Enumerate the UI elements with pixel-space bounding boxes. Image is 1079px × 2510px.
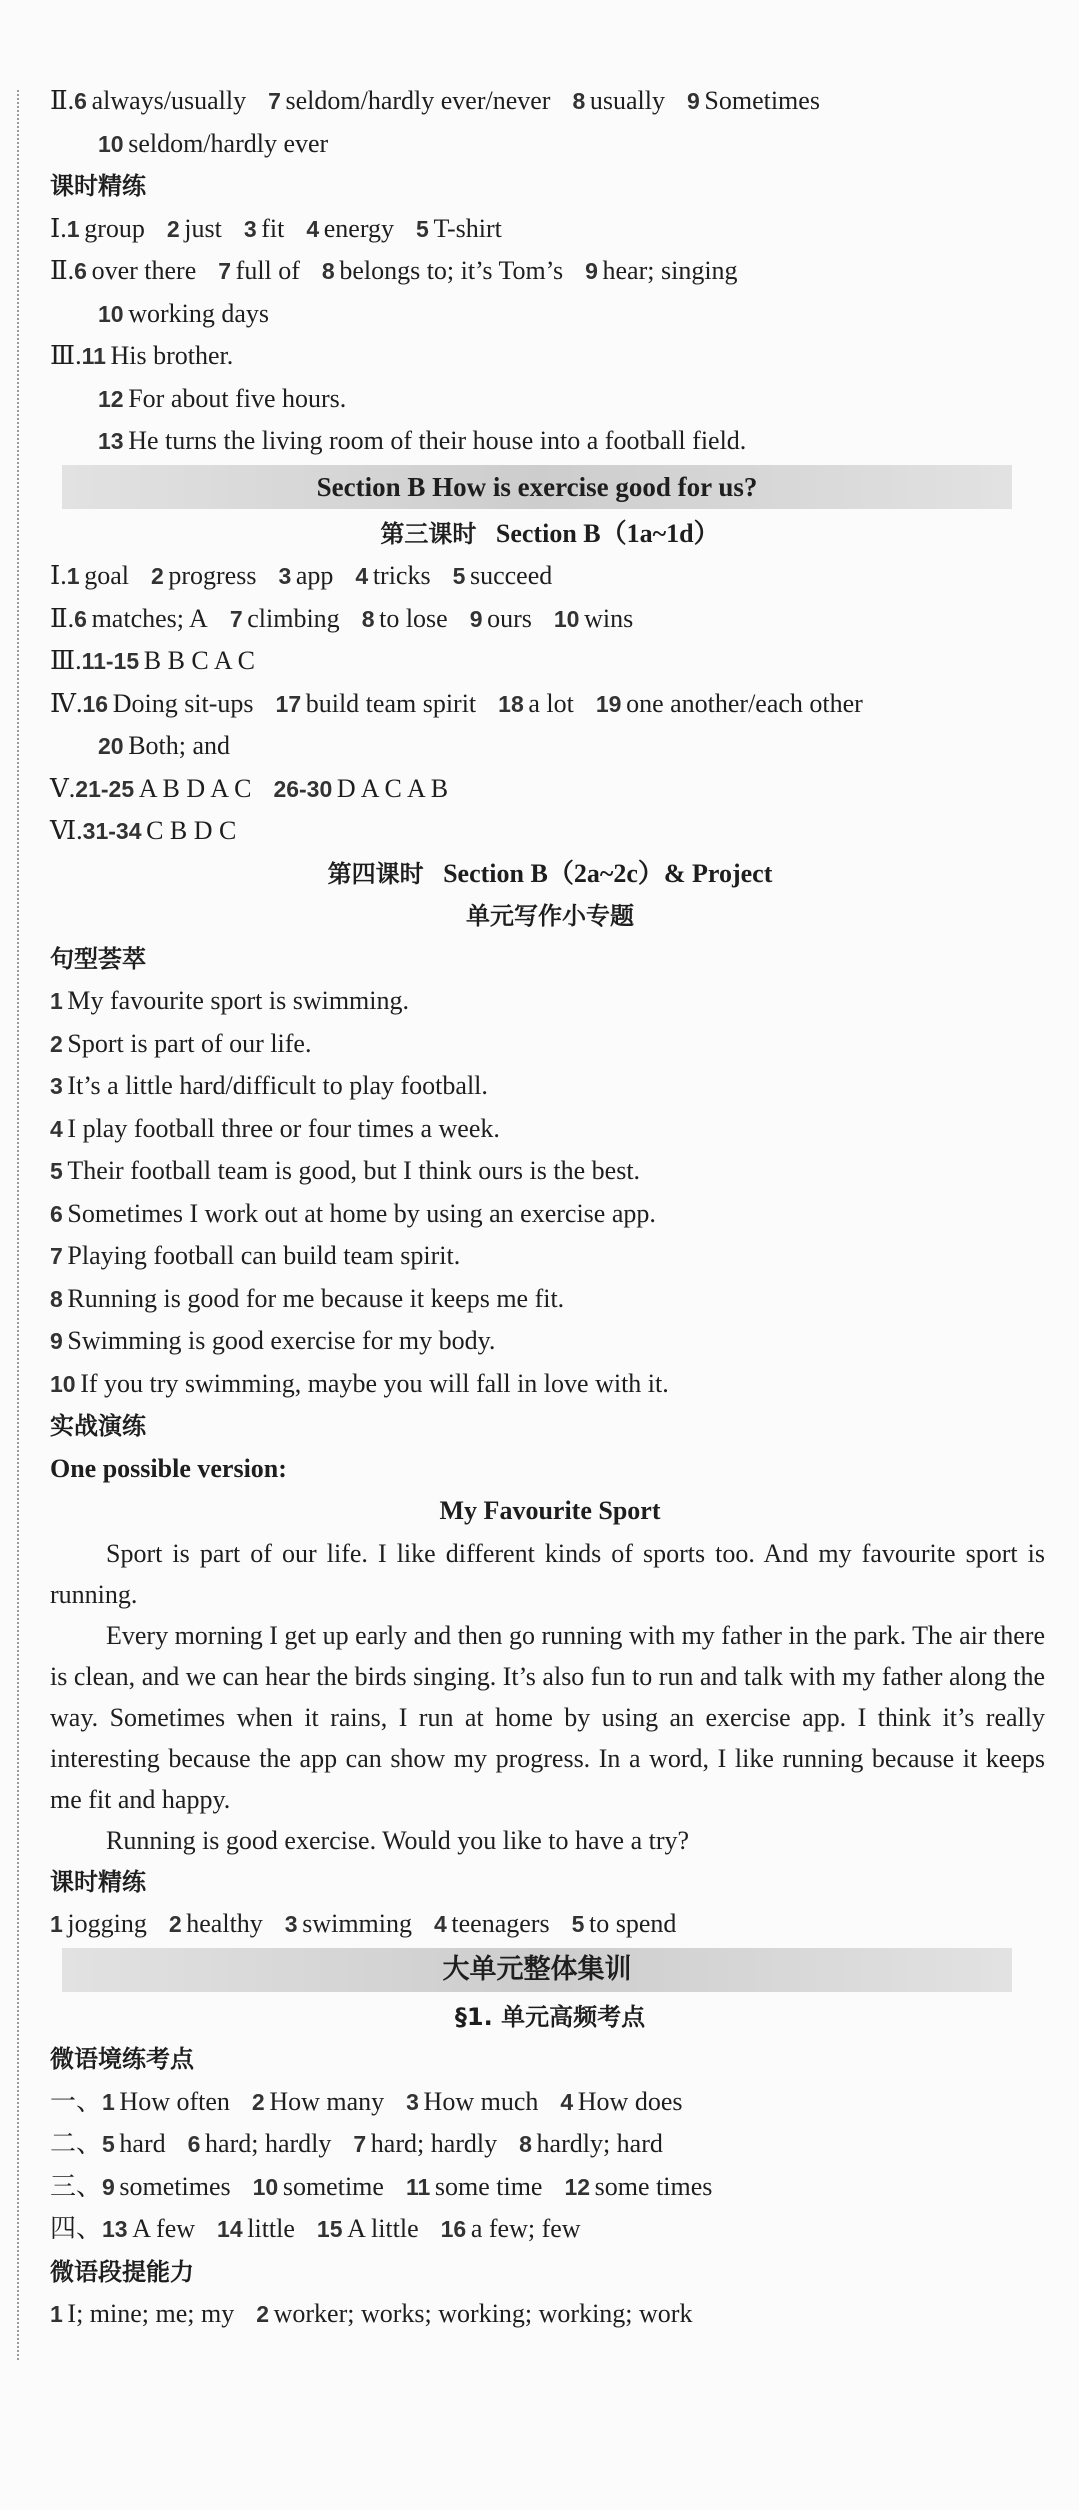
- question-number: 5: [452, 563, 466, 589]
- answer-text: A few: [132, 2214, 196, 2243]
- question-number: 11: [81, 343, 106, 369]
- answer-item: [50, 1114, 500, 1143]
- answer-text: How much: [423, 2086, 539, 2116]
- answer-item: [102, 2087, 230, 2116]
- subsection-heading: [50, 1861, 1050, 1904]
- answer-item: [98, 426, 746, 455]
- answer-line: [50, 250, 1050, 293]
- answer-text: His brother.: [110, 341, 234, 370]
- answer-item: [416, 214, 502, 243]
- answer-text: It’s a little hard/difficult to play football.: [67, 1071, 488, 1100]
- answer-text: Their football team is good, but I think ours is the best.: [67, 1156, 641, 1185]
- answer-item: [67, 561, 129, 590]
- answer-item: [50, 1029, 311, 1058]
- answer-text: A little: [347, 2214, 419, 2243]
- essay-title-text: My Favourite Sport: [439, 1496, 661, 1525]
- answer-item: [67, 214, 145, 243]
- answer-text: belongs to; it’s Tom’s: [339, 256, 564, 285]
- lesson-section: Section B（2a~2c）& Project: [443, 858, 773, 888]
- answer-item: [50, 1071, 488, 1100]
- answer-line: [50, 2123, 1050, 2166]
- answer-item: [406, 2172, 543, 2201]
- lesson-title: [50, 853, 1050, 896]
- question-number: 7: [229, 605, 243, 632]
- question-number: 10: [553, 605, 580, 632]
- question-number: 9: [469, 605, 483, 632]
- question-number: 4: [306, 215, 320, 242]
- answer-text: Sometimes: [704, 86, 820, 115]
- answer-item: [470, 604, 532, 633]
- question-number: 5: [50, 1158, 63, 1184]
- heading-label: 实战演练: [50, 1412, 146, 1440]
- answer-item: [50, 1326, 495, 1355]
- answer-text: energy: [323, 213, 395, 243]
- heading-label: 微语境练考点: [50, 2045, 194, 2073]
- question-number: 3: [284, 1911, 298, 1937]
- answer-text: app: [295, 561, 334, 590]
- answer-item: [564, 2172, 712, 2201]
- question-number: 12: [98, 385, 124, 412]
- answer-line: [50, 980, 1050, 1023]
- question-number: 8: [321, 258, 335, 284]
- subsection-heading: [50, 1405, 1050, 1448]
- answer-text: to spend: [588, 1909, 677, 1938]
- answer-item: [218, 256, 300, 285]
- answer-text: hard; hardly: [205, 2129, 332, 2158]
- part-numeral: 四、: [50, 2214, 103, 2243]
- question-number: 5: [102, 2131, 115, 2157]
- answer-text: Swimming is good exercise for my body.: [67, 1326, 496, 1355]
- heading-label: 微语段提能力: [50, 2257, 194, 2286]
- answer-item: [434, 1909, 550, 1938]
- answer-item: [244, 214, 285, 243]
- answer-item: [98, 731, 230, 760]
- answer-text: to lose: [379, 603, 448, 633]
- answer-text: some times: [594, 2171, 713, 2201]
- answer-text: hear; singing: [602, 256, 738, 285]
- answer-text: fit: [261, 213, 285, 243]
- answer-line: [50, 598, 1050, 641]
- lesson-number: 第四课时: [327, 859, 424, 888]
- heading-label: 课时精练: [50, 1867, 146, 1896]
- answer-item: [83, 816, 237, 845]
- question-number: 1: [50, 2301, 63, 2327]
- answer-text: A B D A C: [138, 773, 252, 803]
- answer-item: [560, 2087, 682, 2116]
- answer-text: a lot: [528, 688, 574, 718]
- question-number: 4: [560, 2088, 574, 2115]
- answer-item: [188, 2129, 332, 2158]
- question-number: 31-34: [82, 818, 142, 844]
- answer-text: T-shirt: [433, 213, 502, 243]
- answer-line: [50, 683, 1050, 726]
- answer-item: [167, 214, 222, 243]
- answer-text: tricks: [372, 561, 431, 590]
- question-number: 8: [50, 1285, 63, 1312]
- question-number: 2: [50, 1030, 63, 1057]
- answer-text: some time: [434, 2171, 543, 2201]
- question-number: 3: [278, 563, 292, 589]
- answer-line: [50, 2166, 1050, 2209]
- answer-text: usually: [589, 86, 665, 115]
- answer-item: [102, 2129, 166, 2158]
- answer-item: [74, 604, 208, 633]
- answer-item: [687, 86, 820, 115]
- subsection-heading: [50, 938, 1050, 981]
- answer-item: [217, 2214, 295, 2243]
- answer-text: Sometimes I work out at home by using an exercise app.: [67, 1198, 656, 1228]
- answer-text: He turns the living room of their house into a football field.: [128, 426, 747, 455]
- answer-text: Sport is part of our life.: [67, 1028, 312, 1058]
- lesson-section: Section B（1a~1d）: [495, 518, 720, 548]
- answer-item: [98, 129, 328, 158]
- question-number: 10: [98, 300, 124, 327]
- answer-line: [50, 1278, 1050, 1321]
- answer-text: wins: [584, 603, 634, 633]
- answer-line: [50, 420, 1050, 463]
- answer-item: [102, 2214, 195, 2243]
- section-title-bar: Section B How is exercise good for us?: [62, 465, 1012, 509]
- answer-item: [353, 2129, 497, 2158]
- question-number: 13: [98, 428, 124, 454]
- part-numeral: Ⅴ.: [50, 773, 76, 803]
- question-number: 10: [50, 1370, 76, 1397]
- answer-line: [50, 80, 1050, 123]
- topic-title-text: 单元写作小专题: [466, 902, 634, 930]
- answer-text: hard: [119, 2129, 166, 2158]
- answers-part-2: [50, 1861, 1050, 2336]
- question-number: 7: [50, 1243, 63, 1269]
- question-number: 2: [168, 1911, 182, 1937]
- question-number: 8: [519, 2131, 532, 2157]
- answer-text: full of: [235, 256, 300, 285]
- essay-paragraph-3: Running is good exercise. Would you like to have a try?: [106, 1825, 690, 1855]
- part-numeral: Ⅱ.: [50, 603, 75, 633]
- answer-item: [256, 2299, 692, 2328]
- answer-item: [50, 1369, 669, 1398]
- question-number: 21-25: [75, 775, 135, 802]
- question-number: 26-30: [273, 775, 333, 802]
- answer-line: [50, 2293, 1050, 2336]
- answer-text: teenagers: [451, 1909, 550, 1938]
- part-numeral: Ⅱ.: [50, 256, 75, 285]
- question-number: 8: [572, 88, 586, 114]
- answer-item: [278, 561, 333, 590]
- answer-text: How does: [577, 2086, 683, 2116]
- question-number: 6: [187, 2131, 201, 2157]
- binding-margin-line: [17, 90, 19, 2360]
- answer-text: I play football three or four times a week.: [67, 1113, 500, 1143]
- answer-item: [50, 1284, 564, 1313]
- answer-line: [50, 293, 1050, 336]
- answer-text: matches; A: [91, 603, 208, 633]
- question-number: 20: [98, 733, 124, 759]
- answer-text: over there: [91, 256, 197, 285]
- heading-label: 句型荟萃: [50, 944, 146, 973]
- question-number: 5: [571, 1911, 585, 1937]
- question-number: 15: [316, 2216, 343, 2242]
- answer-text: a few; few: [470, 2214, 581, 2243]
- answer-line: [50, 1235, 1050, 1278]
- answer-item: [82, 689, 253, 718]
- answer-line: [50, 1023, 1050, 1066]
- heading-label: 课时精练: [50, 172, 146, 200]
- version-label-text: One possible version:: [50, 1453, 287, 1483]
- answer-text: D A C A B: [336, 773, 449, 803]
- answer-item: [98, 299, 269, 328]
- answer-item: [355, 561, 430, 590]
- answer-item: [75, 774, 251, 803]
- part-numeral: Ⅱ.: [50, 86, 75, 115]
- topic-title: [50, 1996, 1050, 2039]
- answer-text: For about five hours.: [128, 383, 347, 413]
- question-number: 13: [102, 2216, 128, 2242]
- answer-item: [554, 604, 633, 633]
- answer-line: [50, 1065, 1050, 1108]
- lesson-number: 第三课时: [380, 519, 477, 548]
- answers-part-1: [50, 80, 1050, 1533]
- question-number: 5: [416, 215, 429, 242]
- answer-line: [50, 378, 1050, 421]
- answer-item: [252, 2087, 384, 2116]
- question-number: 8: [361, 605, 375, 632]
- answer-line: [50, 208, 1050, 251]
- question-number: 17: [275, 690, 302, 717]
- answer-text: sometime: [282, 2171, 384, 2201]
- answer-item: [50, 986, 409, 1015]
- answer-line: [50, 2081, 1050, 2124]
- answer-item: [169, 1909, 263, 1938]
- essay-paragraph-2: Every morning I get up early and then go running with my father in the park. The air there is clean, and we can hear the birds singing. It’s also fun to run and talk with my father along the way. Sometimes when it rains, I run at home by using an exercise app. I think it’s really interesting because the app can show my progress. In a word, I like running because it keeps me fit and happy.: [50, 1620, 1045, 1814]
- answer-item: [322, 256, 563, 285]
- part-numeral: Ⅳ.: [50, 688, 83, 718]
- answer-line: [50, 123, 1050, 166]
- essay-paragraph-1: Sport is part of our life. I like different kinds of sports too. And my favourite sport is running.: [50, 1538, 1045, 1609]
- answer-text: goal: [84, 561, 129, 590]
- part-numeral: 一、: [50, 2086, 103, 2116]
- answer-text: worker; works; working; working; work: [273, 2299, 693, 2328]
- question-number: 6: [50, 1200, 63, 1227]
- answer-item: [50, 2299, 234, 2328]
- question-number: 4: [355, 563, 369, 589]
- answer-text: swimming: [302, 1909, 412, 1938]
- topic-title-text: §1. 单元高频考点: [454, 2002, 646, 2031]
- answer-line: [50, 810, 1050, 853]
- answer-text: one another/each other: [626, 688, 863, 718]
- answer-line: [50, 640, 1050, 683]
- version-label: [50, 1448, 1050, 1491]
- answer-item: [306, 214, 394, 243]
- question-number: 9: [585, 258, 598, 284]
- answer-line: [50, 555, 1050, 598]
- answer-text: Both; and: [128, 731, 231, 760]
- answer-item: [519, 2129, 663, 2158]
- answer-item: [572, 1909, 677, 1938]
- answer-line: [50, 335, 1050, 378]
- question-number: 6: [74, 605, 87, 632]
- question-number: 10: [98, 130, 124, 157]
- question-number: 3: [243, 215, 257, 242]
- answer-text: hardly; hard: [536, 2129, 663, 2158]
- answer-text: always/usually: [91, 86, 247, 115]
- question-number: 1: [50, 1911, 63, 1937]
- question-number: 7: [268, 88, 281, 114]
- answer-item: [596, 689, 863, 718]
- answer-text: hard; hardly: [370, 2129, 498, 2158]
- question-number: 14: [217, 2216, 243, 2242]
- answer-item: [82, 646, 255, 675]
- answer-item: [268, 86, 550, 115]
- question-number: 10: [252, 2173, 279, 2200]
- question-number: 3: [50, 1073, 63, 1099]
- answer-text: ours: [487, 603, 532, 633]
- part-numeral: Ⅲ.: [50, 646, 82, 675]
- answer-item: [585, 256, 737, 285]
- essay: [50, 1533, 1045, 1861]
- question-number: 9: [50, 1328, 63, 1354]
- question-number: 16: [440, 2216, 467, 2242]
- question-number: 1: [50, 988, 63, 1014]
- answer-text: My favourite sport is swimming.: [67, 986, 409, 1015]
- answer-line: [50, 2208, 1050, 2251]
- answer-line: [50, 1193, 1050, 1236]
- answer-line: [50, 1108, 1050, 1151]
- answer-text: just: [184, 213, 222, 243]
- subsection-heading: [50, 2251, 1050, 2294]
- subsection-heading: [50, 165, 1050, 208]
- answer-line: [50, 768, 1050, 811]
- answer-line: [50, 1150, 1050, 1193]
- answer-text: jogging: [67, 1909, 147, 1938]
- answer-item: [273, 774, 448, 803]
- answer-text: succeed: [469, 561, 553, 590]
- answer-item: [453, 561, 553, 590]
- question-number: 19: [595, 690, 622, 717]
- question-number: 1: [66, 215, 80, 242]
- essay-title: [50, 1490, 1050, 1533]
- answer-text: healthy: [186, 1909, 263, 1938]
- question-number: 6: [74, 258, 87, 284]
- question-number: 18: [498, 690, 524, 717]
- question-number: 7: [218, 258, 232, 284]
- question-number: 4: [50, 1115, 63, 1142]
- answer-text: How often: [119, 2086, 230, 2116]
- answer-text: build team spirit: [305, 688, 477, 718]
- part-numeral: Ⅵ.: [50, 816, 83, 845]
- question-number: 2: [166, 215, 180, 242]
- answer-item: [98, 384, 346, 413]
- answer-text: seldom/hardly ever/never: [285, 86, 551, 115]
- answer-line: [50, 1363, 1050, 1406]
- question-number: 11: [405, 2173, 431, 2200]
- answer-item: [151, 561, 257, 590]
- answer-item: [82, 341, 234, 370]
- answer-item: [50, 1156, 640, 1185]
- answer-item: [276, 689, 477, 718]
- answer-text: working days: [128, 298, 270, 328]
- answer-line: [50, 725, 1050, 768]
- question-number: 4: [434, 1911, 447, 1937]
- topic-title: [50, 895, 1050, 938]
- answer-text: If you try swimming, maybe you will fall in love with it.: [80, 1368, 669, 1398]
- part-numeral: Ⅲ.: [50, 341, 82, 370]
- answer-text: Running is good for me because it keeps me fit.: [67, 1283, 565, 1313]
- answer-item: [441, 2214, 581, 2243]
- unit-section-title-bar: 大单元整体集训: [62, 1948, 1012, 1992]
- answer-item: [362, 604, 448, 633]
- answer-line: [50, 1903, 1050, 1946]
- lesson-title: [50, 513, 1050, 556]
- answer-item: [498, 689, 574, 718]
- answer-item: [74, 86, 246, 115]
- answer-text: group: [84, 213, 145, 243]
- question-number: 7: [353, 2131, 367, 2157]
- answer-text: sometimes: [119, 2171, 231, 2201]
- question-number: 9: [102, 2173, 115, 2200]
- part-numeral: Ⅰ.: [50, 561, 67, 590]
- answer-item: [406, 2087, 538, 2116]
- part-numeral: 二、: [50, 2129, 103, 2158]
- answer-item: [50, 1199, 656, 1228]
- answer-item: [50, 1909, 147, 1938]
- answer-text: progress: [168, 561, 257, 590]
- subsection-heading: [50, 2038, 1050, 2081]
- answer-item: [253, 2172, 384, 2201]
- answer-item: [230, 604, 340, 633]
- answer-item: [102, 2172, 231, 2201]
- part-numeral: 三、: [50, 2171, 103, 2201]
- answer-page: [50, 80, 1050, 2336]
- answer-text: How many: [269, 2086, 385, 2116]
- answer-text: I; mine; me; my: [67, 2299, 235, 2328]
- question-number: 9: [686, 88, 700, 114]
- answer-item: [572, 86, 665, 115]
- answer-item: [317, 2214, 419, 2243]
- question-number: 12: [564, 2173, 591, 2200]
- answer-text: climbing: [247, 603, 340, 633]
- question-number: 16: [82, 690, 109, 717]
- answer-item: [285, 1909, 412, 1938]
- question-number: 2: [256, 2301, 270, 2327]
- answer-text: little: [247, 2214, 295, 2243]
- answer-text: C B D C: [146, 816, 237, 845]
- question-number: 11-15: [81, 648, 140, 674]
- answer-text: seldom/hardly ever: [128, 128, 329, 158]
- part-numeral: Ⅰ.: [50, 213, 67, 243]
- question-number: 1: [102, 2088, 115, 2115]
- question-number: 2: [150, 563, 164, 589]
- question-number: 6: [74, 88, 87, 114]
- question-number: 2: [251, 2088, 265, 2115]
- question-number: 1: [66, 563, 80, 589]
- answer-line: [50, 1320, 1050, 1363]
- answer-item: [50, 1241, 460, 1270]
- answer-text: Playing football can build team spirit.: [67, 1241, 461, 1270]
- answer-item: [74, 256, 196, 285]
- answer-text: B B C A C: [143, 646, 256, 675]
- answer-text: Doing sit-ups: [112, 688, 254, 718]
- question-number: 3: [406, 2088, 419, 2115]
